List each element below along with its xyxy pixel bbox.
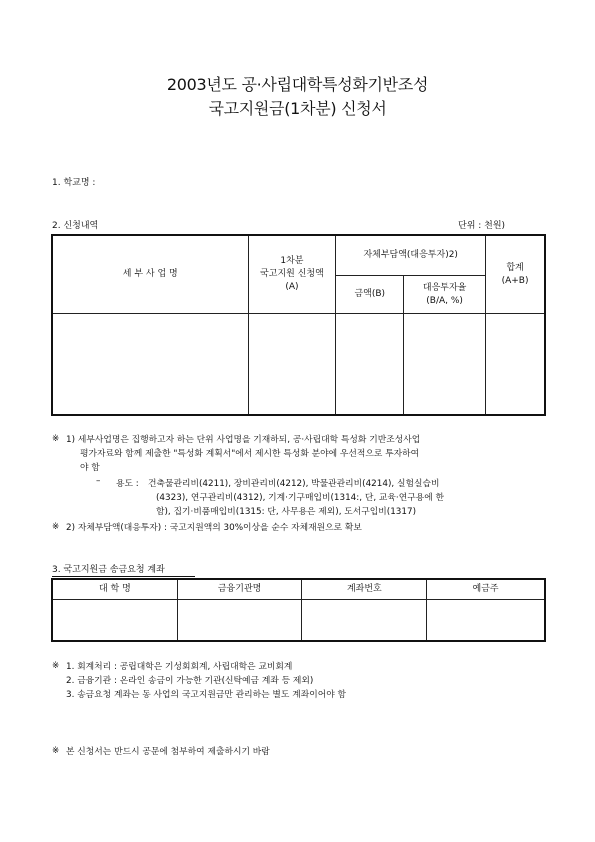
note3-2: 2. 금융기관 : 온라인 송금이 가능한 기관(신탁예금 계좌 등 제외) [66,676,314,686]
note-1-line2: 평가자료와 함께 제출한 "특성화 계획서"에서 제시한 특성화 분야에 우선적으로 투자하여 [80,449,420,459]
use-line3: 함), 집기·비품매입비(1315: 단, 사무용은 제외), 도서구입비(1317) [156,507,417,517]
note3-1: 1. 회계처리 : 공립대학은 기성회회계, 사립대학은 교비회계 [66,662,293,672]
note-1-line1: 1) 세부사업명은 집행하고자 하는 단위 사업명을 기재하되, 공·사립대학 특성화 기반조성사업 [66,435,421,445]
account-section-label: 3. 국고지원금 송금요청 계좌 [52,565,165,575]
header-bank: 금융기관명 [177,580,302,600]
header-account-number: 계좌번호 [302,580,427,600]
header-amount-b: 금액(B) [336,276,404,314]
note-1-line3: 야 함 [80,463,100,473]
header-total: 합계 (A+B) [486,236,545,314]
note3-mark: ※ [52,661,60,671]
cell-project-name[interactable] [53,314,249,416]
note-2: 2) 자체부담액(대응투자) : 국고지원액의 30%이상을 순수 자체재원으로 확보 [66,523,362,533]
account-table [52,579,545,642]
cell-request-amount[interactable] [248,314,336,416]
header-request-amount: 1차분 국고지원 신청액 (A) [248,236,336,314]
note-mark-2: ※ [52,522,60,532]
note3-3: 3. 송금요청 계좌는 동 사업의 국고지원금만 관리하는 별도 계좌이어야 함 [66,690,346,700]
cell-matching-rate[interactable] [404,314,486,416]
cell-amount-b[interactable] [336,314,404,416]
header-matching-rate: 대응투자율 (B/A, %) [404,276,486,314]
school-name-label: 1. 학교명 : [52,178,96,188]
account-label-underline [52,576,195,577]
document-title-line2: 국고지원금(1차분) 신청서 [208,99,387,118]
header-project-name: 세 부 사 업 명 [53,236,249,314]
footer-mark: ※ [52,746,60,756]
use-line1: 건축물관리비(4211), 장비관리비(4212), 박물관관리비(4214), 실험실습비 [148,479,440,489]
unit-label: 단위 : 천원) [458,221,506,231]
cell-university[interactable] [53,600,178,642]
header-university: 대 학 명 [53,580,178,600]
header-matching-fund: 자체부담액(대응투자)2) [336,236,486,276]
use-dash: – [96,476,101,486]
header-account-holder: 예금주 [427,580,545,600]
request-table [52,235,545,416]
cell-total[interactable] [486,314,545,416]
use-line2: (4323), 연구관리비(4312), 기계·기구매입비(1314:, 단, 교육·연구용에 한 [156,493,445,503]
cell-account-holder[interactable] [427,600,545,642]
cell-bank[interactable] [177,600,302,642]
request-section-label: 2. 신청내역 [52,221,99,231]
cell-account-number[interactable] [302,600,427,642]
use-label: 용도 : [116,479,139,489]
note-mark: ※ [52,434,60,444]
document-title-line1: 2003년도 공·사립대학특성화기반조성 [166,75,429,94]
footer-note: 본 신청서는 반드시 공문에 첨부하여 제출하시기 바람 [66,747,270,757]
